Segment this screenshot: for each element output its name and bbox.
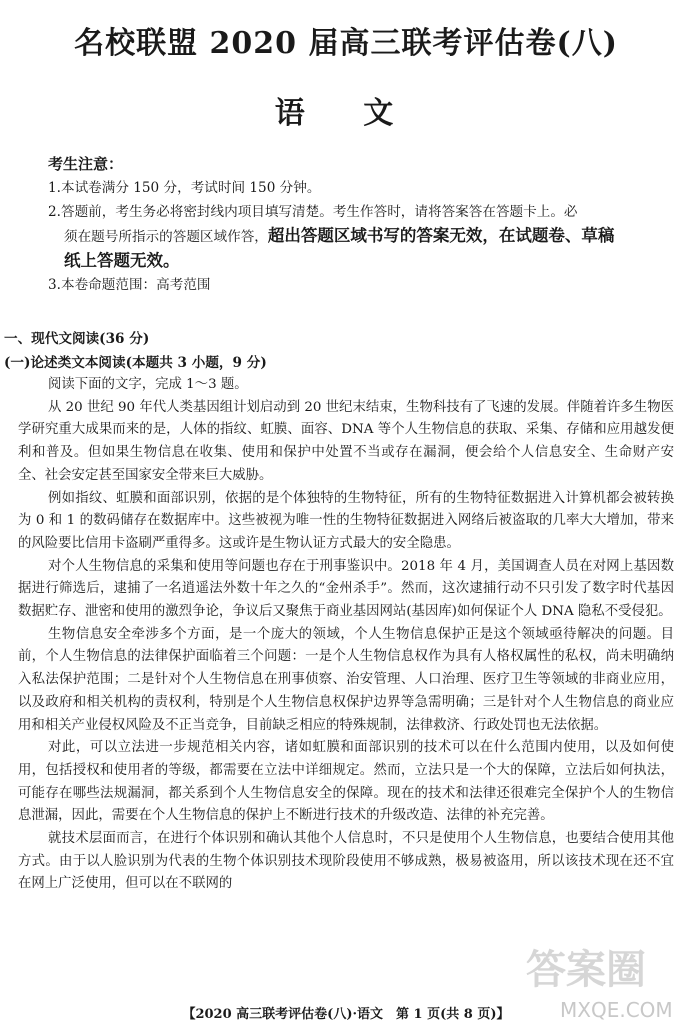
passage-paragraph: 就技术层面而言，在进行个体识别和确认其他个人信息时，不只是使用个人生物信息，也要结合使用其他方式。由于以人脸识别为代表的生物个体识别技术现阶段使用不够成熟，极易被盗用，所以该技术现在还不宜在网上广泛使用，但可以在不联网的	[18, 831, 674, 892]
page-footer: 【2020 高三联考评估卷(八)·语文 第 1 页(共 8 页)】	[182, 1007, 510, 1022]
watermark-logo	[520, 935, 680, 1025]
notice-item-3: 3.本卷命题范围：高考范围	[48, 277, 211, 293]
notice-item-2b	[48, 224, 668, 249]
passage-paragraph: 生物信息安全牵涉多个方面，是一个庞大的领域，个人生物信息保护正是这个领域亟待解决的问题。目前，个人生物信息的法律保护面临着三个问题：一是个人生物信息权作为具有人格权属性的私权，尚未明确纳入私法保护范围；二是针对个人生物信息在刑事侦察、治安管理、人口治理、医疗卫生等领域的非商业应用，以及政府和相关机构的责权利，特别是个人生物信息权保护边界等急需明确；三是针对个人生物信息的商业应用和相关产业侵权风险及不正当竞争，目前缺乏相应的特殊规制，法律救济、行政处罚也无法依据。	[18, 626, 674, 733]
passage-paragraph: 对此，可以立法进一步规范相关内容，诸如虹膜和面部识别的技术可以在什么范围内使用，以及如何使用，包括授权和使用者的等级，都需要在立法中详细规定。然而，立法只是一个大的保障，立法后如何执法，可能存在哪些法规漏洞，都关系到个人生物信息安全的保障。现在的技术和法律还很难完全保护个人的生物信息泄漏，因此，需要在个人生物信息的保护上不断进行技术的升级改造、法律的补充完善。	[18, 740, 674, 824]
subsection-title: (一)论述类文本阅读(本题共 3 小题，9 分)	[4, 355, 267, 371]
passage-paragraph: 例如指纹、虹膜和面部识别，依据的是个体独特的生物特征，所有的生物特征数据进入计算机都会被转换为 0 和 1 的数码储存在数据库中。这些被视为唯一性的生物特征数据进入网络后被盗取的几率大大增加，带来的风险要比信用卡盗刷严重得多。这或许是生物认证方式最大的安全隐患。	[18, 490, 674, 551]
watermark-text: 答案圈	[526, 947, 646, 993]
passage-paragraph: 阅读下面的文字，完成 1～3 题。	[48, 377, 248, 392]
watermark-url: MXQE.COM	[560, 998, 673, 1022]
exam-title: 名校联盟 2020 届高三联考评估卷(八)	[74, 26, 618, 61]
passage-paragraph: 对个人生物信息的采集和使用等问题也存在于刑事鉴识中。2018 年 4 月，美国调查人员在对网上基因数据进行筛选后，逮捕了一名逍遥法外数十年之久的“金州杀手”。然而，这次逮捕行动不只引发了数字时代基因数据贮存、泄密和使用的激烈争论，争议后又聚焦于商业基因网站(基因库)如何保证个人 DNA 隐私不受侵犯。	[18, 558, 674, 620]
reading-passage	[18, 374, 674, 896]
notice-item-2d-bold: 纸上答题无效。	[64, 251, 180, 270]
notice-item-2c-bold: 超出答题区域书写的答案无效，在试题卷、草稿	[267, 226, 615, 245]
notice-heading: 考生注意：	[48, 155, 124, 173]
notice-item-1: 1.本试卷满分 150 分，考试时间 150 分钟。	[48, 180, 321, 196]
subject-title: 语 文	[274, 96, 418, 131]
section-title: 一、现代文阅读(36 分)	[4, 331, 150, 347]
notice-item-2b-text: 须在题号所指示的答题区域作答，	[64, 229, 268, 245]
passage-paragraph: 从 20 世纪 90 年代人类基因组计划启动到 20 世纪末结束，生物科技有了飞速的发展。伴随着许多生物医学研究重大成果而来的是，人体的指纹、虹膜、面容、DNA 等个人生物信息的获取、采集、存储和应用越发便利和普及。但如果生物信息在收集、使用和保护中处置不当或存在漏洞，便会给个人信息安全、生命财产安全、社会安定甚至国家安全带来巨大威胁。	[18, 399, 674, 483]
candidate-notice	[48, 152, 668, 297]
notice-item-2a: 2.答题前，考生务必将密封线内项目填写清楚。考生作答时，请将答案答在答题卡上。必	[48, 204, 578, 220]
